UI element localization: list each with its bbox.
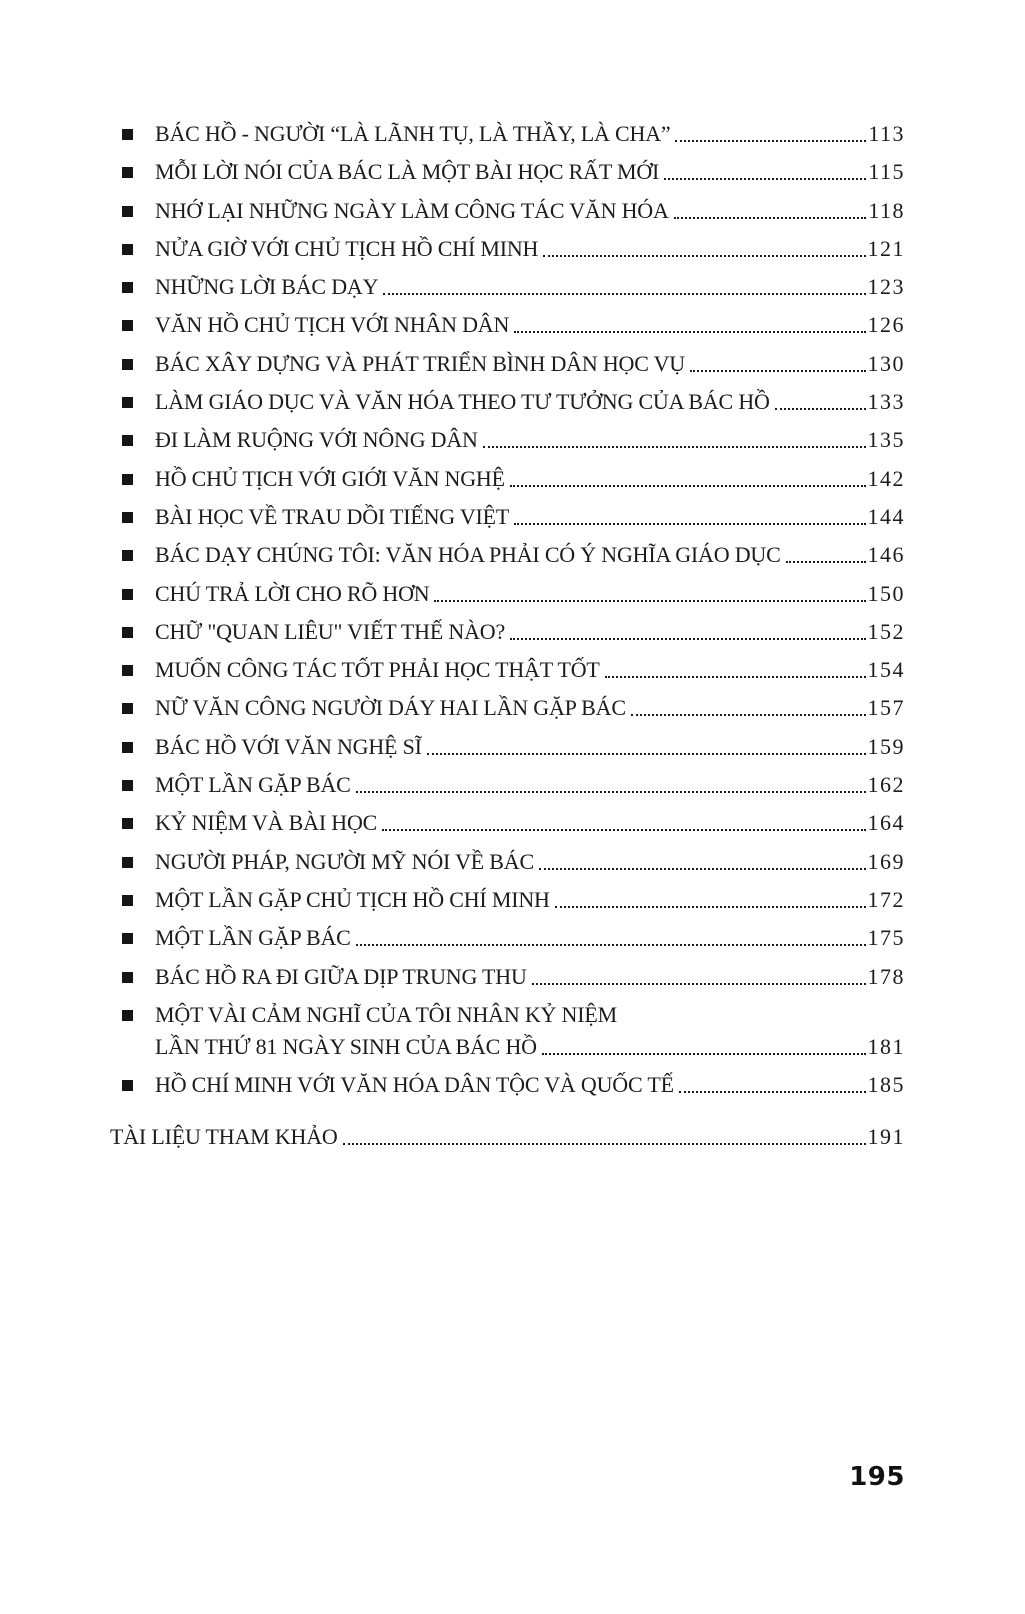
bullet-square-icon (122, 550, 133, 561)
dot-leader (514, 523, 865, 525)
dot-leader (664, 178, 866, 180)
dot-leader (434, 600, 865, 602)
dot-leader (510, 485, 866, 487)
bullet-square-icon (122, 359, 133, 370)
toc-item-page: 121 (867, 235, 905, 261)
toc-item-page: 118 (868, 197, 905, 223)
toc-item-entry (155, 849, 905, 875)
toc-item-line (155, 504, 905, 530)
page-number: 195 (849, 1462, 905, 1492)
toc-item-title: MỖI LỜI NÓI CỦA BÁC LÀ MỘT BÀI HỌC RẤT MỚI (155, 159, 660, 185)
toc-item-title: VĂN HỒ CHỦ TỊCH VỚI NHÂN DÂN (155, 312, 510, 338)
toc-item-title: CHỮ "QUAN LIÊU" VIẾT THẾ NÀO? (155, 618, 506, 644)
toc-item (122, 810, 905, 836)
toc-item-entry (155, 466, 905, 492)
bullet-square-icon (122, 1080, 133, 1091)
toc-item-title: NHỮNG LỜI BÁC DẠY (155, 274, 379, 300)
toc-item-wrap-line: MỘT VÀI CẢM NGHĨ CỦA TÔI NHÂN KỶ NIỆM (155, 1001, 617, 1027)
bullet-square-icon (122, 167, 133, 178)
toc-item-title: MUỐN CÔNG TÁC TỐT PHẢI HỌC THẬT TỐT (155, 657, 600, 683)
dot-leader (383, 293, 865, 295)
toc-item-page: 172 (867, 886, 905, 912)
toc-item (122, 849, 905, 875)
toc-item-entry (155, 274, 905, 300)
toc-item-title: BÁC HỒ - NGƯỜI “LÀ LÃNH TỤ, LÀ THẦY, LÀ CHA” (155, 121, 671, 146)
bullet-square-icon (122, 474, 133, 485)
toc-item-line (155, 964, 905, 990)
toc-item-entry (155, 695, 905, 721)
toc-item-entry (155, 734, 905, 760)
toc-item-title: HỒ CHÍ MINH VỚI VĂN HÓA DÂN TỘC VÀ QUỐC TẾ (155, 1072, 674, 1098)
dot-leader (356, 944, 866, 946)
toc-item-title: BÁC HỒ RA ĐI GIỮA DỊP TRUNG THU (155, 963, 527, 989)
toc-item-title: KỶ NIỆM VÀ BÀI HỌC (155, 810, 378, 836)
toc-item (122, 964, 905, 990)
toc-item-page: 135 (867, 427, 905, 453)
dot-leader (483, 446, 866, 448)
toc-item-page: 144 (867, 503, 905, 529)
toc-item-entry (155, 198, 905, 224)
toc-item (122, 1072, 905, 1098)
toc-item (122, 236, 905, 262)
toc-item (122, 427, 905, 453)
dot-leader (786, 561, 866, 563)
toc-item (122, 274, 905, 300)
toc-item-page: 154 (867, 657, 905, 683)
toc-item-page: 150 (867, 580, 905, 606)
toc-item-title: BÁC DẠY CHÚNG TÔI: VĂN HÓA PHẢI CÓ Ý NGHĨA GIÁO DỤC (155, 542, 781, 568)
toc-item-line (155, 734, 905, 760)
toc-item-line (155, 772, 905, 798)
toc-item-title: NHỚ LẠI NHỮNG NGÀY LÀM CÔNG TÁC VĂN HÓA (155, 197, 669, 223)
dot-leader (555, 906, 866, 908)
toc-item-line (155, 159, 905, 185)
toc-item-title: NỮ VĂN CÔNG NGƯỜI DÁY HAI LẦN GẶP BÁC (155, 695, 626, 721)
toc-item-page: 133 (867, 389, 905, 415)
toc-item-entry (155, 427, 905, 453)
toc-item-page: 146 (867, 542, 905, 568)
dot-leader (605, 676, 866, 678)
toc-item (122, 887, 905, 913)
dot-leader (542, 1053, 866, 1055)
bullet-square-icon (122, 780, 133, 791)
toc-item-title: LẦN THỨ 81 NGÀY SINH CỦA BÁC HỒ (155, 1033, 537, 1059)
bullet-square-icon (122, 512, 133, 523)
bullet-square-icon (122, 435, 133, 446)
toc-item-title: BÁC XÂY DỰNG VÀ PHÁT TRIỂN BÌNH DÂN HỌC VỤ (155, 350, 685, 376)
toc-item-entry (155, 657, 905, 683)
bullet-square-icon (122, 857, 133, 868)
toc-item-line (155, 542, 905, 568)
toc-item (122, 198, 905, 224)
bullet-square-icon (122, 589, 133, 600)
dot-leader (532, 983, 866, 985)
toc-item-page: 123 (867, 274, 905, 300)
dot-leader (343, 1143, 866, 1145)
dot-leader (514, 331, 865, 333)
dot-leader (775, 408, 866, 410)
toc-item-page: 164 (867, 810, 905, 836)
toc-item-entry (155, 581, 905, 607)
dot-leader (356, 791, 866, 793)
toc-item-line (155, 389, 905, 415)
bullet-square-icon (122, 742, 133, 753)
toc-item-title: HỒ CHỦ TỊCH VỚI GIỚI VĂN NGHỆ (155, 465, 505, 491)
dot-leader (679, 1091, 866, 1093)
toc-item-page: 152 (867, 618, 905, 644)
toc-item-line (155, 427, 905, 453)
toc-item-title: CHÚ TRẢ LỜI CHO RÕ HƠN (155, 580, 430, 606)
dot-leader (631, 714, 866, 716)
bullet-square-icon (122, 818, 133, 829)
toc-item (122, 159, 905, 185)
bullet-square-icon (122, 665, 133, 676)
references-label: TÀI LIỆU THAM KHẢO (110, 1124, 338, 1150)
bullet-square-icon (122, 703, 133, 714)
toc-item-page: 159 (867, 733, 905, 759)
toc-item (122, 351, 905, 377)
toc-item-title: BÀI HỌC VỀ TRAU DỒI TIẾNG VIỆT (155, 503, 510, 529)
dot-leader (427, 753, 866, 755)
toc-item (122, 1002, 905, 1060)
toc-item (122, 695, 905, 721)
toc-item (122, 581, 905, 607)
toc-item-entry (155, 351, 905, 377)
toc-item-line (155, 849, 905, 875)
toc-item-title: MỘT LẦN GẶP BÁC (155, 772, 351, 798)
toc-item-title: BÁC HỒ VỚI VĂN NGHỆ SĨ (155, 733, 422, 759)
toc-item (122, 312, 905, 338)
toc-item-page: 169 (867, 848, 905, 874)
toc-item (122, 772, 905, 798)
toc-item-line (155, 121, 905, 147)
toc-item-entry (155, 312, 905, 338)
toc-item-line (155, 619, 905, 645)
toc-item-page: 130 (867, 350, 905, 376)
references-page: 191 (867, 1124, 905, 1150)
toc-item-title: ĐI LÀM RUỘNG VỚI NÔNG DÂN (155, 427, 478, 453)
dot-leader (510, 638, 865, 640)
bullet-square-icon (122, 206, 133, 217)
toc-item-entry (155, 121, 905, 147)
dot-leader (539, 868, 866, 870)
toc-item-entry (155, 389, 905, 415)
toc-item-page: 142 (867, 465, 905, 491)
bullet-square-icon (122, 1010, 133, 1021)
toc-item (122, 542, 905, 568)
toc-item-page: 185 (867, 1072, 905, 1098)
bullet-square-icon (122, 972, 133, 983)
toc-item-entry (155, 925, 905, 951)
toc-item-line (155, 925, 905, 951)
bullet-square-icon (122, 895, 133, 906)
toc-item-page: 113 (868, 121, 905, 146)
dot-leader (675, 140, 866, 142)
references-row (110, 1124, 905, 1150)
toc-item-line (155, 466, 905, 492)
toc-item-entry (155, 1002, 905, 1060)
bullet-square-icon (122, 320, 133, 331)
toc-item-line (155, 351, 905, 377)
toc-item-line (155, 810, 905, 836)
toc-item-line (155, 657, 905, 683)
toc-item-entry (155, 504, 905, 530)
toc-item-title: MỘT LẦN GẶP BÁC (155, 925, 351, 951)
toc-item-entry (155, 772, 905, 798)
toc-item (122, 657, 905, 683)
dot-leader (674, 217, 867, 219)
toc-item-line (155, 312, 905, 338)
dot-leader (690, 370, 866, 372)
toc-item (122, 121, 905, 147)
toc-item-page: 162 (867, 772, 905, 798)
toc-item-entry (155, 810, 905, 836)
bullet-square-icon (122, 397, 133, 408)
bullet-square-icon (122, 244, 133, 255)
toc-item-entry (155, 542, 905, 568)
toc-item-entry (155, 964, 905, 990)
toc-item-page: 157 (867, 695, 905, 721)
toc-item-entry (155, 236, 905, 262)
dot-leader (382, 829, 865, 831)
bullet-square-icon (122, 282, 133, 293)
bullet-square-icon (122, 933, 133, 944)
toc-item-line (155, 198, 905, 224)
toc-item-title: NỬA GIỜ VỚI CHỦ TỊCH HỒ CHÍ MINH (155, 235, 539, 261)
toc-item-title: MỘT LẦN GẶP CHỦ TỊCH HỒ CHÍ MINH (155, 886, 550, 912)
toc-item-line (155, 581, 905, 607)
toc-item-line (155, 236, 905, 262)
toc-item-entry (155, 1072, 905, 1098)
toc-item (122, 619, 905, 645)
toc-item (122, 504, 905, 530)
toc-list (122, 121, 905, 1098)
toc-item-line (155, 274, 905, 300)
toc-item-page: 115 (868, 159, 905, 185)
dot-leader (543, 255, 865, 257)
toc-item (122, 734, 905, 760)
toc-item-entry (155, 159, 905, 185)
bullet-square-icon (122, 129, 133, 140)
toc-item (122, 925, 905, 951)
toc-item-title: LÀM GIÁO DỤC VÀ VĂN HÓA THEO TƯ TƯỞNG CỦA BÁC HỒ (155, 389, 770, 415)
toc-item-line (155, 1034, 905, 1060)
toc-item-line (155, 1072, 905, 1098)
toc-item-page: 126 (867, 312, 905, 338)
toc-item-page: 181 (867, 1033, 905, 1059)
toc-item (122, 466, 905, 492)
toc-item-title: NGƯỜI PHÁP, NGƯỜI MỸ NÓI VỀ BÁC (155, 848, 534, 874)
bullet-square-icon (122, 627, 133, 638)
toc-item (122, 389, 905, 415)
toc-item-line (155, 887, 905, 913)
toc-item-page: 175 (867, 925, 905, 951)
toc-item-page: 178 (867, 963, 905, 989)
toc-item-entry (155, 887, 905, 913)
toc-item-line (155, 695, 905, 721)
toc-item-entry (155, 619, 905, 645)
